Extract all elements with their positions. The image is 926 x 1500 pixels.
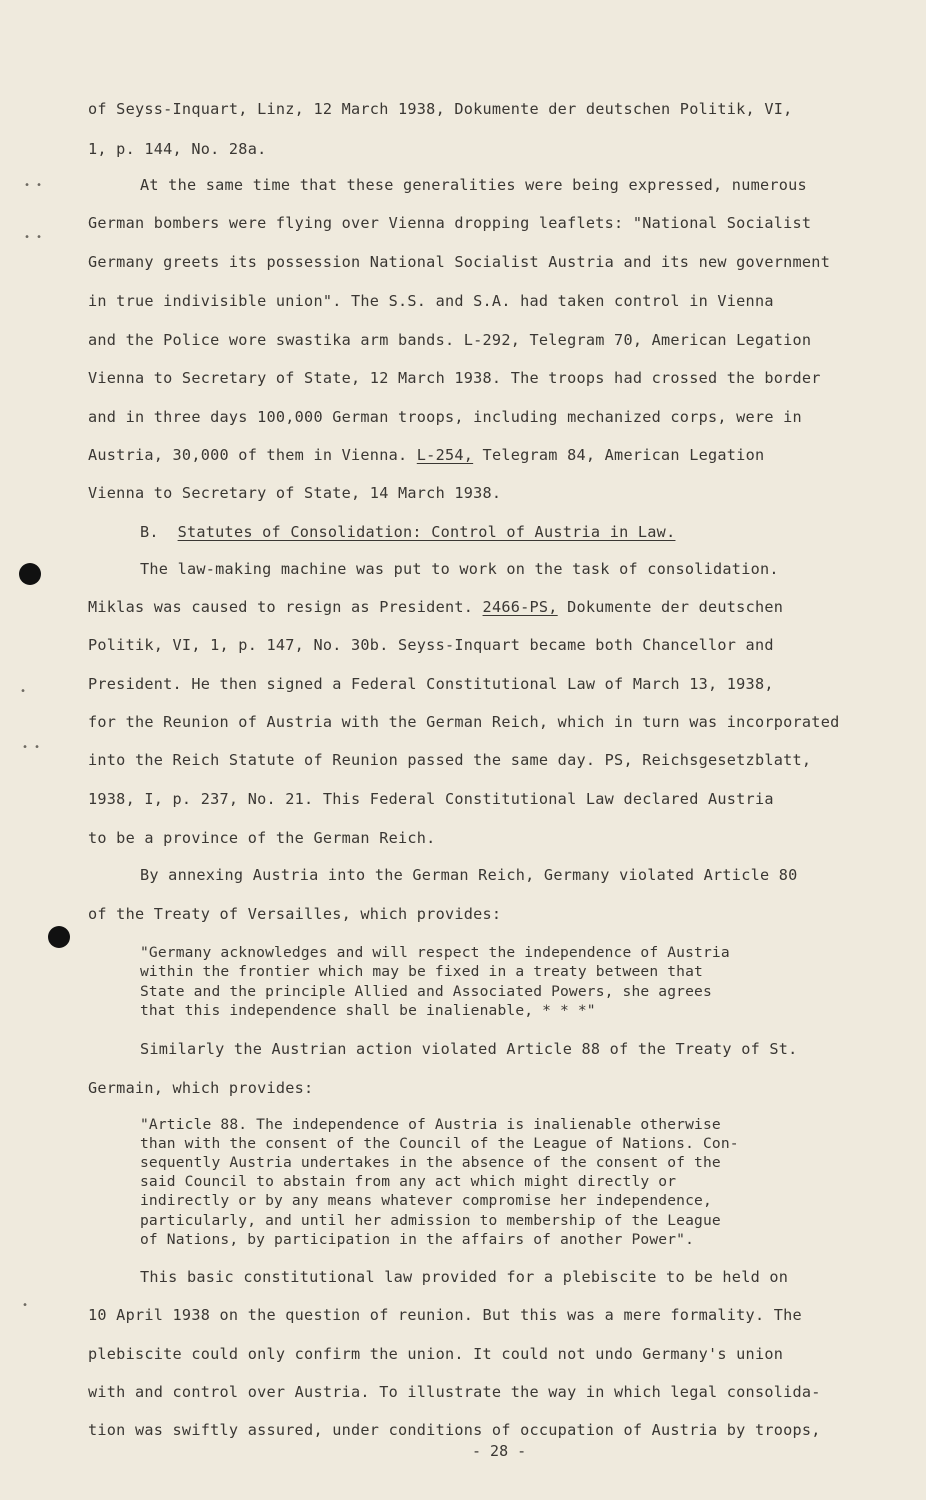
margin-mark: • • xyxy=(24,180,43,191)
text-line: Politik, VI, 1, p. 147, No. 30b. Seyss-Inquart became both Chancellor and xyxy=(88,636,774,654)
text-line xyxy=(88,598,783,616)
document-reference: 2466-PS, xyxy=(482,598,558,616)
text-line: in true indivisible union". The S.S. and S.A. had taken control in Vienna xyxy=(88,292,774,310)
text-line: of Seyss-Inquart, Linz, 12 March 1938, Dokumente der deutschen Politik, VI, xyxy=(88,100,793,118)
text-line: with and control over Austria. To illustrate the way in which legal consolida- xyxy=(88,1383,821,1401)
text-line: At the same time that these generalities were being expressed, numerous xyxy=(140,176,807,194)
text-line: into the Reich Statute of Reunion passed the same day. PS, Reichsgesetzblatt, xyxy=(88,751,812,769)
text-line xyxy=(88,446,764,464)
punch-hole-top xyxy=(19,563,41,585)
text-line: Germain, which provides: xyxy=(88,1079,314,1097)
margin-mark: • • xyxy=(24,232,43,243)
text-line: 1, p. 144, No. 28a. xyxy=(88,140,267,158)
margin-mark: • • xyxy=(22,742,41,753)
quote-line: of Nations, by participation in the affairs of another Power". xyxy=(140,1231,695,1248)
text-line: 10 April 1938 on the question of reunion. But this was a mere formality. The xyxy=(88,1306,802,1324)
text-line: and the Police wore swastika arm bands. L-292, Telegram 70, American Legation xyxy=(88,331,812,349)
section-title: Statutes of Consolidation: Control of Austria in Law. xyxy=(177,523,676,541)
text-line: to be a province of the German Reich. xyxy=(88,829,436,847)
quote-line: "Article 88. The independence of Austria is inalienable otherwise xyxy=(140,1116,721,1133)
section-letter: B. xyxy=(140,523,159,541)
quote-line: "Germany acknowledges and will respect the independence of Austria xyxy=(140,944,730,961)
text-line: plebiscite could only confirm the union. It could not undo Germany's union xyxy=(88,1345,784,1363)
text-line: Vienna to Secretary of State, 12 March 1938. The troops had crossed the border xyxy=(88,369,821,387)
text-line: 1938, I, p. 237, No. 21. This Federal Constitutional Law declared Austria xyxy=(88,790,774,808)
punch-hole-bottom xyxy=(48,926,70,948)
text-line: German bombers were flying over Vienna dropping leaflets: "National Socialist xyxy=(88,214,812,232)
quote-line: indirectly or by any means whatever compromise her independence, xyxy=(140,1192,712,1209)
text-line: Similarly the Austrian action violated Article 88 of the Treaty of St. xyxy=(140,1040,798,1058)
quote-line: said Council to abstain from any act which might directly or xyxy=(140,1173,677,1190)
text-line: By annexing Austria into the German Reich, Germany violated Article 80 xyxy=(140,866,798,884)
margin-mark: • xyxy=(20,686,27,697)
text-line: of the Treaty of Versailles, which provides: xyxy=(88,905,502,923)
quote-line: particularly, and until her admission to membership of the League xyxy=(140,1212,721,1229)
quote-line: sequently Austria undertakes in the absence of the consent of the xyxy=(140,1154,721,1171)
text-line: President. He then signed a Federal Constitutional Law of March 13, 1938, xyxy=(88,675,774,693)
text-segment: Miklas was caused to resign as President. xyxy=(88,598,483,616)
text-segment: Austria, 30,000 of them in Vienna. xyxy=(88,446,417,464)
document-reference: L-254, xyxy=(416,446,474,464)
text-line: and in three days 100,000 German troops, including mechanized corps, were in xyxy=(88,408,802,426)
text-line: Germany greets its possession National Socialist Austria and its new government xyxy=(88,253,831,271)
section-heading xyxy=(140,523,675,541)
margin-mark: • xyxy=(22,1300,29,1311)
quote-line: within the frontier which may be fixed in a treaty between that xyxy=(140,963,703,980)
quote-line: than with the consent of the Council of the League of Nations. Con- xyxy=(140,1135,739,1152)
text-line: The law-making machine was put to work on the task of consolidation. xyxy=(140,560,779,578)
page-number: - 28 - xyxy=(472,1442,527,1460)
text-line: for the Reunion of Austria with the German Reich, which in turn was incorporated xyxy=(88,713,840,731)
text-line: Vienna to Secretary of State, 14 March 1938. xyxy=(88,484,502,502)
text-segment: Dokumente der deutschen xyxy=(557,598,784,616)
text-line: This basic constitutional law provided for a plebiscite to be held on xyxy=(140,1268,789,1286)
quote-line: that this independence shall be inalienable, * * *" xyxy=(140,1002,596,1019)
text-line: tion was swiftly assured, under conditions of occupation of Austria by troops, xyxy=(88,1421,821,1439)
text-segment: Telegram 84, American Legation xyxy=(473,446,765,464)
quote-line: State and the principle Allied and Associated Powers, she agrees xyxy=(140,983,712,1000)
